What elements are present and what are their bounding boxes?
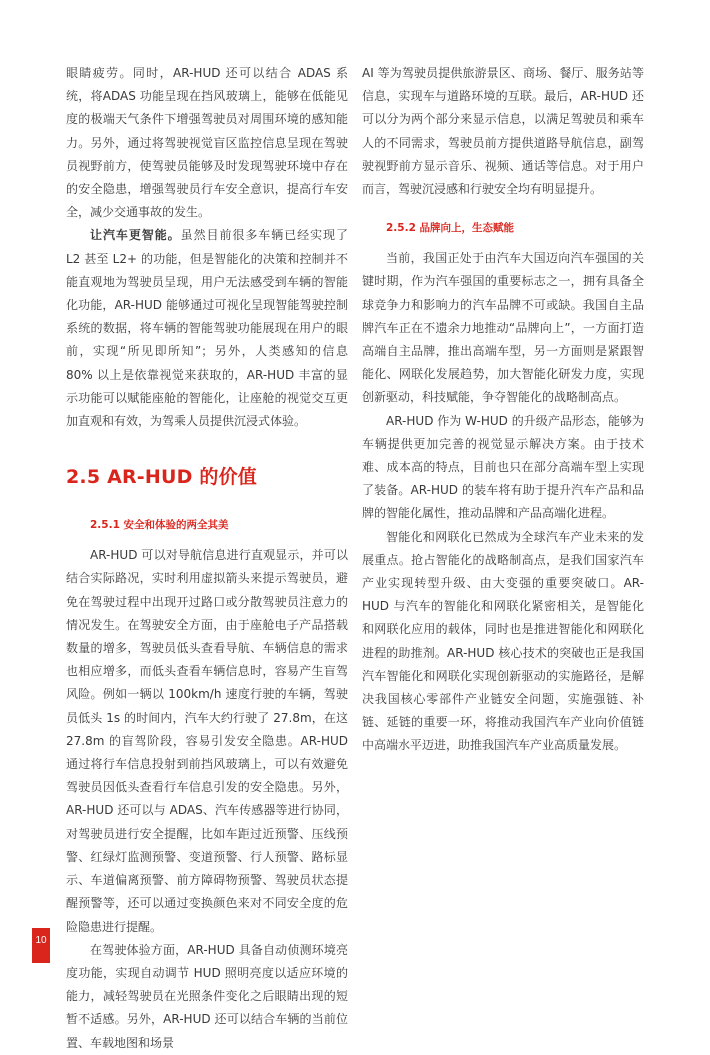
paragraph: AR-HUD 可以对导航信息进行直观显示，并可以结合实际路况，实时利用虚拟箭头来提示驾驶员，避免在驾驶过程中出现开过路口或分散驾驶员注意力的情况发生。在驾驶安全方面，由于座舱电子产品搭载数量的增多，驾驶员低头查看导航、车辆信息的需求也相应增多，而低头查看车辆信息时，容易产生盲驾风险。例如一辆以 100km/h 速度行驶的车辆，驾驶员低头 1s 的时间内，汽车大约行驶了 27.8m，在这 27.8m 的盲驾阶段，容易引发安全隐患。AR-HUD 通过将行车信息投射到前挡风玻璃上，可以有效避免驾驶员因低头查看行车信息引发的安全隐患。另外，AR-HUD 还可以与 ADAS、汽车传感器等进行协同，对驾驶员进行安全提醒，比如车距过近预警、压线预警、红绿灯监测预警、变道预警、行人预警、路标显示、车道偏离预警、前方障碍物预警、驾驶员状态提醒预警等，还可以通过变换颜色来对不同安全度的危险隐患进行提醒。: [66, 548, 348, 934]
paragraph: [66, 224, 348, 433]
page-number: 10: [32, 928, 50, 952]
left-column: [66, 62, 348, 1055]
paragraph-lead: 让汽车更智能。: [90, 228, 181, 243]
section-title: 2.5 AR-HUD 的价值: [66, 466, 258, 489]
subsection-title: 2.5.2 品牌向上，生态赋能: [386, 222, 515, 235]
paragraph: 眼睛疲劳。同时，AR-HUD 还可以结合 ADAS 系统，将ADAS 功能呈现在挡风玻璃上，能够在低能见度的极端天气条件下增强驾驶员对周围环境的感知能力。另外，通过将驾驶视觉盲区监控信息呈现在驾驶员视野前方，使驾驶员能够及时发现驾驶环境中存在的安全隐患，增强驾驶员行车安全意识，提高行车安全，减少交通事故的发生。: [66, 66, 348, 220]
right-column: [362, 62, 644, 758]
paragraph: AI 等为驾驶员提供旅游景区、商场、餐厅、服务站等信息，实现车与道路环境的互联。最后，AR-HUD 还可以分为两个部分来显示信息，以满足驾驶员和乘车人的不同需求，驾驶员前方提供道路导航信息，副驾驶视野前方显示音乐、视频、通话等信息。对于用户而言，驾驶沉浸感和行驶安全均有明显提升。: [362, 66, 644, 197]
paragraph: AR-HUD 作为 W-HUD 的升级产品形态，能够为车辆提供更加完善的视觉显示解决方案。由于技术难、成本高的特点，目前也只在部分高端车型上实现了装备。AR-HUD 的装车将有助于提升汽车产品和品牌的智能化属性，推动品牌和产品高端化进程。: [362, 413, 644, 521]
paragraph-body: 虽然目前很多车辆已经实现了 L2 甚至 L2+ 的功能，但是智能化的决策和控制并不能直观地为驾驶员呈现，用户无法感受到车辆的智能化功能，AR-HUD 能够通过可视化呈现智能驾驶控制系统的数据，将车辆的智能驾驶功能展现在用户的眼前，实现“所见即所知”；另外，人类感知的信息 80% 以上是依靠视觉来获取的，AR-HUD 丰富的显示功能可以赋能座舱的智能化，让座舱的视觉交互更加直观和有效，为驾乘人员提供沉浸式体验。: [66, 228, 348, 429]
page-marker-bar: [32, 952, 50, 963]
paragraph: 智能化和网联化已然成为全球汽车产业未来的发展重点。抢占智能化的战略制高点，是我们国家汽车产业实现转型升级、由大变强的重要突破口。AR-HUD 与汽车的智能化和网联化紧密相关，是智能化和网联化应用的载体，同时也是推进智能化和网联化进程的助推剂。AR-HUD 核心技术的突破也正是我国汽车智能化和网联化实现创新驱动的实施路径，是解决我国核心零部件产业链安全问题，实施强链、补链、延链的重要一环，将推动我国汽车产业向价值链中高端水平迈进，助推我国汽车产业高质量发展。: [362, 529, 644, 753]
paragraph: 在驾驶体验方面，AR-HUD 具备自动侦测环境亮度功能，实现自动调节 HUD 照明亮度以适应环境的能力，减轻驾驶员在光照条件变化之后眼睛出现的短暂不适感。另外，AR-HUD 还可以结合车辆的当前位置、车载地图和场景: [66, 942, 348, 1050]
subsection-title: 2.5.1 安全和体验的两全其美: [90, 519, 229, 532]
paragraph: 当前，我国正处于由汽车大国迈向汽车强国的关键时期，作为汽车强国的重要标志之一，拥有具备全球竞争力和影响力的汽车品牌不可或缺。我国自主品牌汽车正在不遗余力地推动“品牌向上”，一方面打造高端自主品牌，推出高端车型，另一方面则是紧跟智能化、网联化发展趋势，加大智能化研发力度，实现创新驱动，科技赋能，争夺智能化的战略制高点。: [362, 251, 644, 405]
